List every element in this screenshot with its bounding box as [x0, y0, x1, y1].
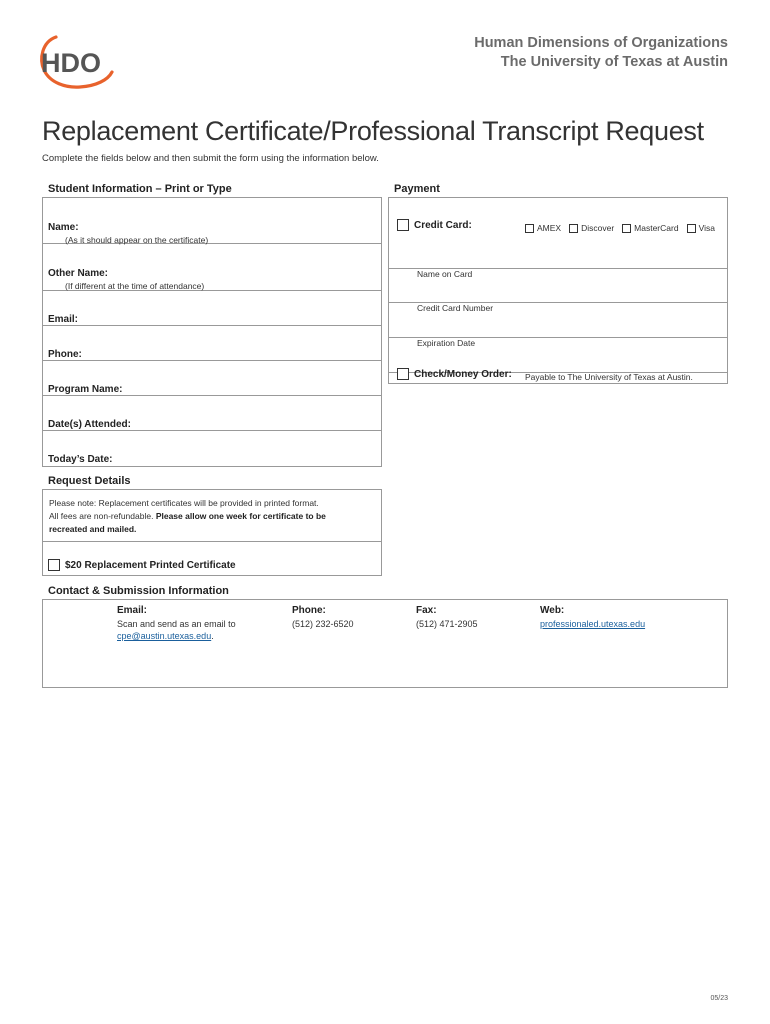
check-row — [389, 363, 727, 383]
card-type-visa[interactable]: Visa — [687, 223, 715, 233]
card-number-field[interactable] — [389, 303, 727, 338]
program-name-label: Program Name: — [48, 384, 123, 395]
check-label: Check/Money Order: — [414, 368, 512, 380]
credit-card-checkbox[interactable] — [397, 219, 409, 231]
contact-email-text: Scan and send as an email to — [117, 619, 236, 629]
request-note-text: Please note: Replacement certificates will be provided in printed format. All fees are non-refundable. Please allow one week for certificate to be recreated and mailed. — [49, 498, 326, 534]
check-option[interactable] — [397, 368, 512, 380]
other-name-note: (If different at the time of attendance) — [65, 281, 205, 291]
name-on-card-field[interactable] — [389, 269, 727, 303]
expiration-date-label: Expiration Date — [417, 338, 476, 348]
contact-phone-heading: Phone: — [292, 605, 326, 616]
contact-heading: Contact & Submission Information — [48, 585, 229, 597]
request-note — [43, 490, 381, 542]
card-type-amex[interactable]: AMEX — [525, 223, 561, 233]
phone-field[interactable] — [43, 326, 381, 361]
hdo-logo — [38, 34, 120, 90]
contact-phone-value: (512) 232-6520 — [292, 619, 354, 629]
request-details-heading: Request Details — [48, 475, 131, 487]
replacement-certificate-option[interactable] — [48, 559, 236, 571]
todays-date-label: Today’s Date: — [48, 454, 113, 465]
card-type-mastercard[interactable]: MasterCard — [622, 223, 678, 233]
phone-label: Phone: — [48, 349, 82, 360]
email-label: Email: — [48, 314, 79, 325]
name-field[interactable] — [43, 198, 381, 244]
contact-email-link[interactable]: cpe@austin.utexas.edu — [117, 631, 212, 641]
contact-web-link[interactable]: professionaled.utexas.edu — [540, 619, 646, 629]
org-line-1: Human Dimensions of Organizations — [474, 35, 728, 51]
dates-attended-label: Date(s) Attended: — [48, 419, 131, 430]
card-number-label: Credit Card Number — [417, 303, 494, 313]
contact-email-column: Email: Scan and send as an email to cpe@austin.utexas.edu. — [117, 605, 236, 641]
form-instructions: Complete the fields below and then submit the form using the information below. — [42, 153, 379, 164]
program-name-field[interactable] — [43, 361, 381, 396]
replacement-certificate-label: $20 Replacement Printed Certificate — [65, 559, 236, 571]
other-name-label: Other Name: — [48, 268, 109, 279]
organization-name — [474, 34, 728, 72]
visa-checkbox[interactable] — [687, 224, 696, 233]
form-revision-date: 05/23 — [710, 995, 728, 1002]
replacement-certificate-checkbox[interactable] — [48, 559, 60, 571]
student-info-heading: Student Information – Print or Type — [48, 183, 232, 195]
email-field[interactable] — [43, 291, 381, 326]
contact-fax-column — [416, 605, 478, 630]
logo-text: HDO — [41, 48, 101, 78]
card-type-options — [525, 223, 715, 233]
student-info-box — [42, 197, 382, 467]
payable-to-text: Payable to The University of Texas at Austin. — [525, 372, 693, 382]
credit-card-label: Credit Card: — [414, 219, 472, 231]
certificate-option-row — [43, 542, 381, 575]
credit-card-row — [389, 198, 727, 269]
check-checkbox[interactable] — [397, 368, 409, 380]
contact-web-heading: Web: — [540, 605, 565, 616]
contact-phone-column — [292, 605, 354, 630]
name-note: (As it should appear on the certificate) — [65, 235, 209, 245]
amex-checkbox[interactable] — [525, 224, 534, 233]
contact-box — [42, 599, 728, 688]
dates-attended-field[interactable] — [43, 396, 381, 431]
contact-web-column — [540, 605, 645, 630]
credit-card-option[interactable] — [397, 219, 472, 231]
payment-heading: Payment — [394, 183, 440, 195]
page-title: Replacement Certificate/Professional Transcript Request — [42, 116, 704, 146]
card-type-discover[interactable]: Discover — [569, 223, 614, 233]
name-on-card-label: Name on Card — [417, 269, 473, 279]
mastercard-checkbox[interactable] — [622, 224, 631, 233]
contact-fax-heading: Fax: — [416, 605, 437, 616]
todays-date-field[interactable] — [43, 431, 381, 466]
name-label: Name: — [48, 222, 79, 233]
contact-fax-value: (512) 471-2905 — [416, 619, 478, 629]
org-line-2: The University of Texas at Austin — [500, 54, 728, 70]
request-details-box — [42, 489, 382, 576]
discover-checkbox[interactable] — [569, 224, 578, 233]
contact-email-heading: Email: — [117, 605, 148, 616]
other-name-field[interactable] — [43, 244, 381, 291]
payment-box — [388, 197, 728, 384]
